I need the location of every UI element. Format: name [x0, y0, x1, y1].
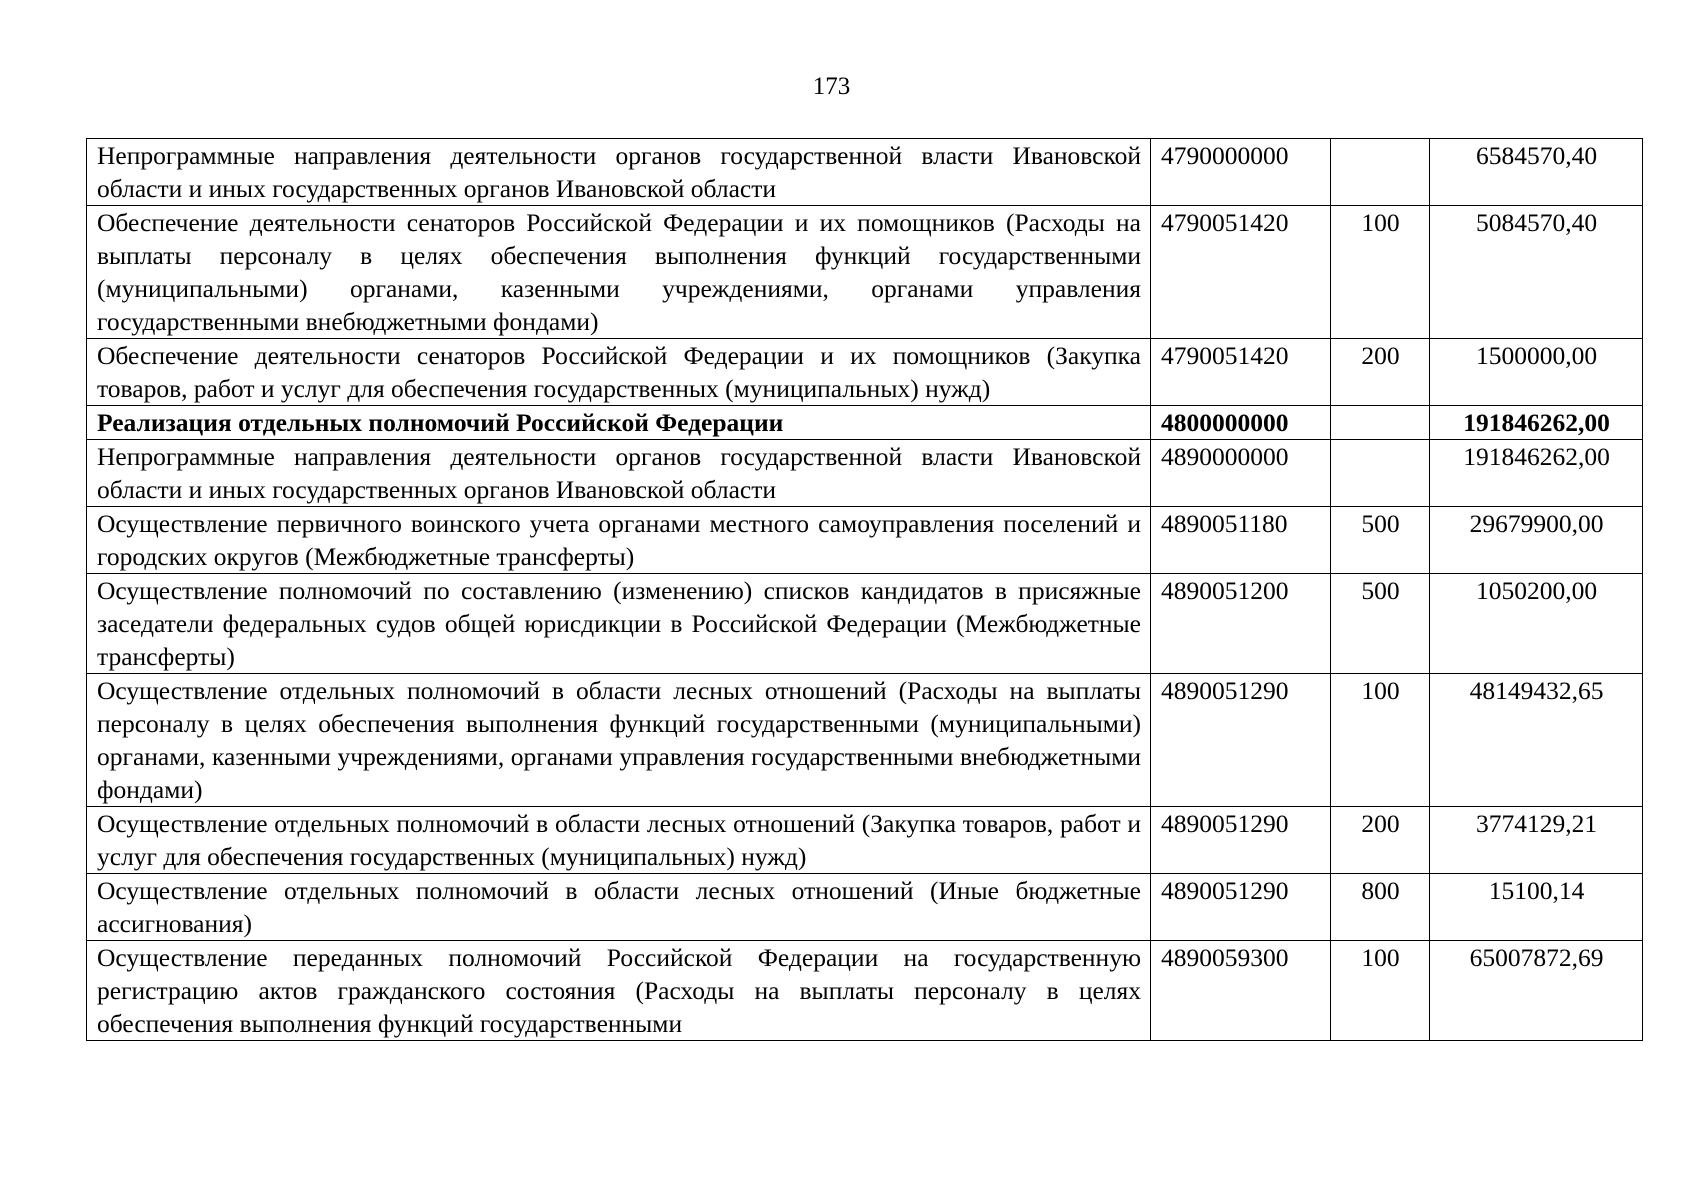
table-row	[87, 507, 1643, 574]
target-code-cell: 4890051200	[1151, 574, 1331, 674]
amount-cell: 1500000,00	[1430, 339, 1643, 406]
amount-cell: 15100,14	[1430, 874, 1643, 941]
table-row	[87, 574, 1643, 674]
expense-type-cell: 100	[1331, 674, 1430, 807]
amount-cell: 29679900,00	[1430, 507, 1643, 574]
target-code-cell: 4790000000	[1151, 139, 1331, 206]
expense-name-cell: Непрограммные направления деятельности органов государственной власти Ивановской области и иных государственных органов Ивановской области	[87, 440, 1151, 507]
table-row	[87, 874, 1643, 941]
amount-cell: 191846262,00	[1430, 440, 1643, 507]
expense-name-cell: Осуществление переданных полномочий Российской Федерации на государственную регистрацию актов гражданского состояния (Расходы на выплаты персоналу в целях обеспечения выполнения функций государственными	[87, 941, 1151, 1041]
target-code-cell: 4890051290	[1151, 807, 1331, 874]
expense-type-cell: 200	[1331, 339, 1430, 406]
expense-name-cell: Осуществление отдельных полномочий в области лесных отношений (Расходы на выплаты персоналу в целях обеспечения выполнения функций государственными (муниципальными) органами, казенными учреждениями, органами управления государственными внебюджетными фондами)	[87, 674, 1151, 807]
amount-cell: 1050200,00	[1430, 574, 1643, 674]
table-row	[87, 206, 1643, 339]
target-code-cell: 4800000000	[1151, 406, 1331, 440]
target-code-cell: 4890051180	[1151, 507, 1331, 574]
expense-name-cell: Осуществление отдельных полномочий в области лесных отношений (Закупка товаров, работ и услуг для обеспечения государственных (муниципальных) нужд)	[87, 807, 1151, 874]
expense-type-cell: 500	[1331, 574, 1430, 674]
table-row	[87, 674, 1643, 807]
expense-type-cell: 800	[1331, 874, 1430, 941]
expense-type-cell	[1331, 139, 1430, 206]
table-row	[87, 440, 1643, 507]
expense-type-cell	[1331, 440, 1430, 507]
amount-cell: 3774129,21	[1430, 807, 1643, 874]
expense-name-cell: Обеспечение деятельности сенаторов Российской Федерации и их помощников (Расходы на выплаты персоналу в целях обеспечения выполнения функций государственными (муниципальными) органами, казенными учреждениями, органами управления государственными внебюджетными фондами)	[87, 206, 1151, 339]
expense-type-cell: 100	[1331, 206, 1430, 339]
expense-name-cell: Непрограммные направления деятельности органов государственной власти Ивановской области и иных государственных органов Ивановской области	[87, 139, 1151, 206]
target-code-cell: 4890051290	[1151, 874, 1331, 941]
target-code-cell: 4890051290	[1151, 674, 1331, 807]
target-code-cell: 4890059300	[1151, 941, 1331, 1041]
expense-name-cell: Осуществление полномочий по составлению (изменению) списков кандидатов в присяжные заседатели федеральных судов общей юрисдикции в Российской Федерации (Межбюджетные трансферты)	[87, 574, 1151, 674]
expense-type-cell: 200	[1331, 807, 1430, 874]
amount-cell: 6584570,40	[1430, 139, 1643, 206]
amount-cell: 65007872,69	[1430, 941, 1643, 1041]
table-row	[87, 139, 1643, 206]
target-code-cell: 4790051420	[1151, 339, 1331, 406]
expense-name-cell: Обеспечение деятельности сенаторов Российской Федерации и их помощников (Закупка товаров, работ и услуг для обеспечения государственных (муниципальных) нужд)	[87, 339, 1151, 406]
target-code-cell: 4890000000	[1151, 440, 1331, 507]
amount-cell: 5084570,40	[1430, 206, 1643, 339]
table-row-section-total	[87, 406, 1643, 440]
expense-name-cell: Осуществление отдельных полномочий в области лесных отношений (Иные бюджетные ассигнования)	[87, 874, 1151, 941]
table-row	[87, 807, 1643, 874]
expense-name-cell: Реализация отдельных полномочий Российской Федерации	[87, 406, 1151, 440]
page-number: 173	[812, 73, 851, 100]
amount-cell: 191846262,00	[1430, 406, 1643, 440]
table-row	[87, 941, 1643, 1041]
budget-table	[86, 138, 1643, 1041]
expense-type-cell: 100	[1331, 941, 1430, 1041]
expense-type-cell: 500	[1331, 507, 1430, 574]
target-code-cell: 4790051420	[1151, 206, 1331, 339]
table-row	[87, 339, 1643, 406]
budget-table-body	[87, 139, 1643, 1041]
amount-cell: 48149432,65	[1430, 674, 1643, 807]
expense-type-cell	[1331, 406, 1430, 440]
expense-name-cell: Осуществление первичного воинского учета органами местного самоуправления поселений и городских округов (Межбюджетные трансферты)	[87, 507, 1151, 574]
